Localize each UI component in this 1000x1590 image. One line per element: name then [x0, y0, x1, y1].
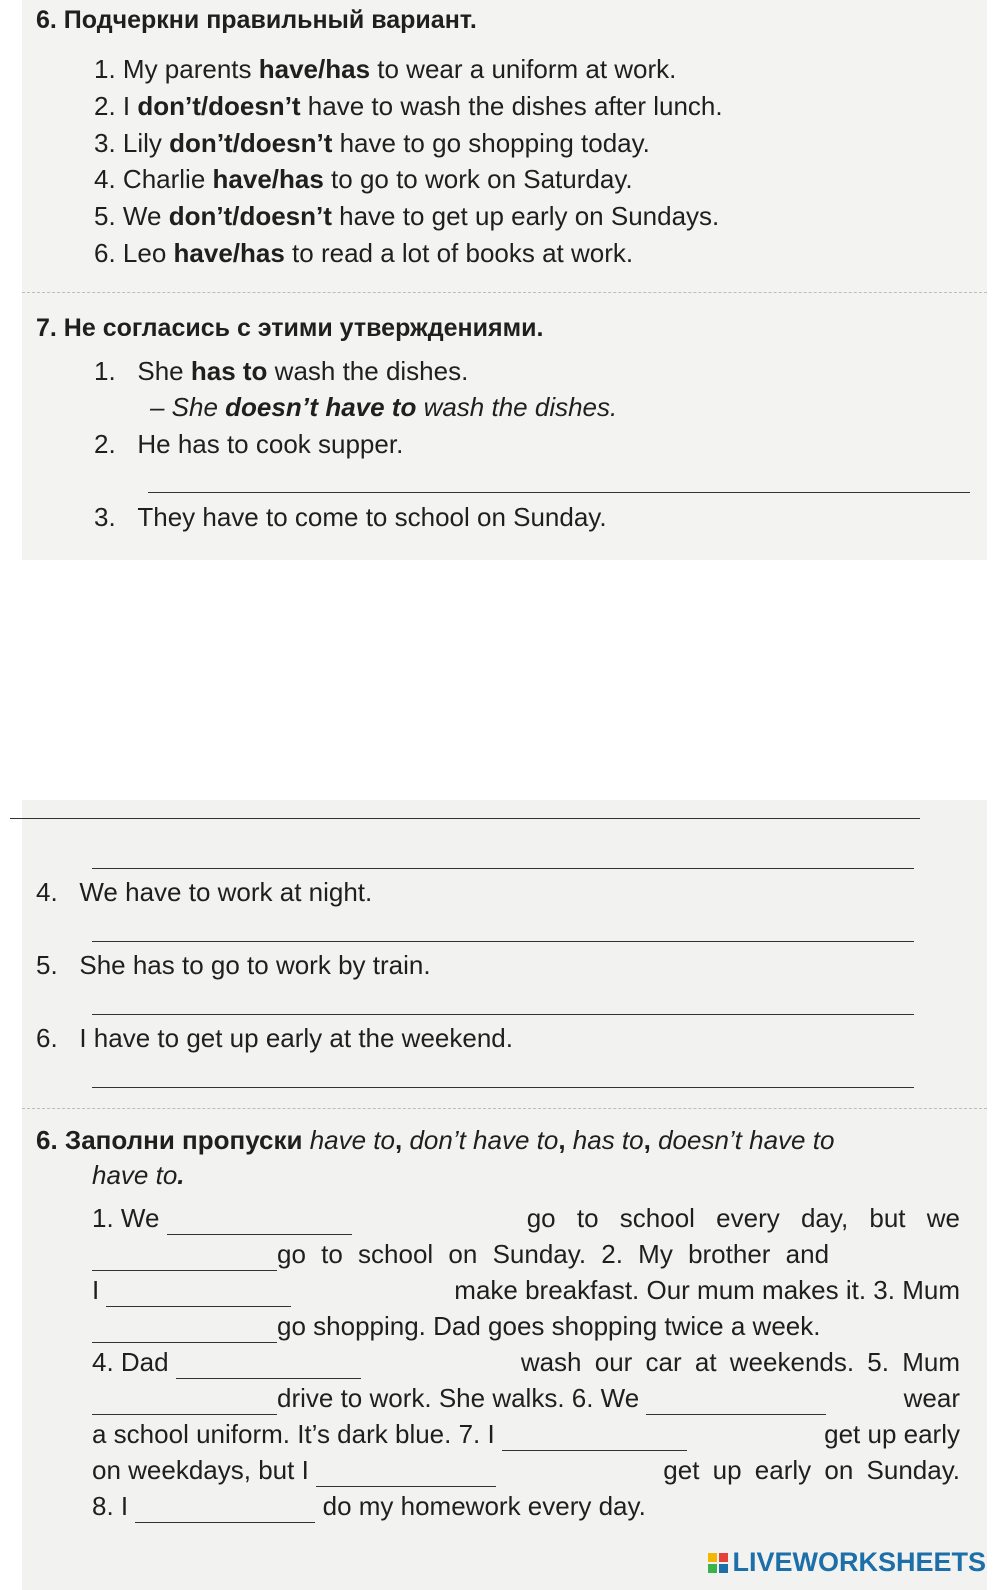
answer-line-3[interactable] [10, 818, 920, 819]
blank-7[interactable] [646, 1383, 826, 1415]
answer-line-6[interactable] [92, 1087, 914, 1088]
answer-line-2[interactable] [148, 492, 970, 493]
section-divider-2 [22, 1108, 987, 1109]
blank-9[interactable] [316, 1455, 496, 1487]
exercise-fill-title-end: have to. [92, 1160, 185, 1190]
ex6-item-3: 3. Lily don’t/doesn’t have to go shopping today. [94, 128, 650, 158]
logo-grid-icon [708, 1553, 728, 1573]
ex6-item-4: 4. Charlie have/has to go to work on Saturday. [94, 164, 633, 194]
fill-line-5: 4. Dad wash our car at weekends. 5. Mum [92, 1347, 960, 1377]
fill-line-4: go shopping. Dad goes shopping twice a week. [92, 1311, 960, 1343]
blank-6[interactable] [92, 1383, 277, 1415]
ex6-item-5: 5. We don’t/doesn’t have to get up early on Sundays. [94, 201, 720, 231]
ex7-item-5: 5. She has to go to work by train. [36, 950, 431, 980]
ex6-item-1: 1. My parents have/has to wear a uniform at work. [94, 54, 677, 84]
ex6-item-2: 2. I don’t/doesn’t have to wash the dishes after lunch. [94, 91, 723, 121]
ex6-item-6: 6. Leo have/has to read a lot of books at work. [94, 238, 634, 268]
fill-line-8: on weekdays, but I get up early on Sunday. [92, 1455, 960, 1485]
answer-line-4[interactable] [92, 941, 914, 942]
blank-5[interactable] [176, 1347, 361, 1379]
ex7-item-1: 1. She has to wash the dishes. [94, 356, 469, 386]
ex7-example-answer: – She doesn’t have to wash the dishes. [150, 392, 618, 422]
exercise-7-title: 7. Не согласись с этими утверждениями. [36, 314, 544, 342]
fill-line-3: I make breakfast. Our mum makes it. 3. Mum [92, 1275, 960, 1305]
blank-8[interactable] [502, 1419, 687, 1451]
fill-line-9: 8. I do my homework every day. [92, 1491, 646, 1521]
fill-line-1: 1. We go to school every day, but we [92, 1203, 960, 1233]
blank-2[interactable] [92, 1239, 277, 1271]
exercise-fill-title: 6. Заполни пропуски have to, don’t have to, has to, doesn’t have to [36, 1125, 835, 1155]
ex7-item-4: 4. We have to work at night. [36, 877, 373, 907]
ex7-item-2: 2. He has to cook supper. [94, 429, 404, 459]
exercise-6-title: 6. Подчеркни правильный вариант. [36, 6, 477, 34]
section-divider [22, 292, 987, 293]
ex7-item-3: 3. They have to come to school on Sunday. [94, 502, 607, 532]
blank-3[interactable] [106, 1275, 291, 1307]
blank-10[interactable] [135, 1491, 315, 1523]
liveworksheets-logo: LIVEWORKSHEETS [708, 1547, 986, 1578]
fill-line-2: go to school on Sunday. 2. My brother and [92, 1239, 960, 1271]
fill-line-6: drive to work. She walks. 6. We wear [92, 1383, 960, 1415]
fill-line-7: a school uniform. It’s dark blue. 7. I get up early [92, 1419, 960, 1449]
ex7-item-6: 6. I have to get up early at the weekend. [36, 1023, 513, 1053]
blank-4[interactable] [92, 1311, 277, 1343]
answer-line-3b[interactable] [92, 868, 914, 869]
blank-1[interactable] [167, 1203, 352, 1235]
answer-line-5[interactable] [92, 1014, 914, 1015]
